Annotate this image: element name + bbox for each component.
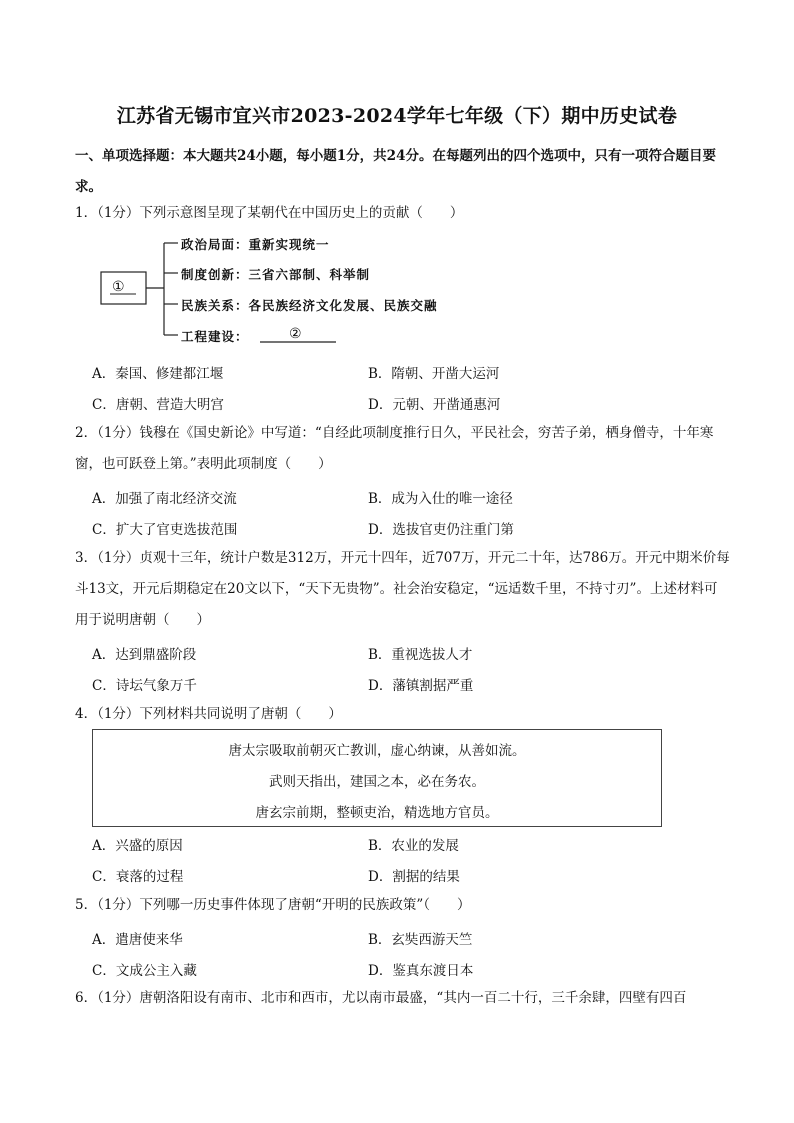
quote-line-3: 唐玄宗前期，整顿吏治，精选地方官员。: [255, 805, 499, 821]
quote-line-2: 武则天指出，建国之本，必在务农。: [269, 774, 485, 790]
question-4-option-a: A．兴盛的原因: [92, 838, 183, 854]
question-2-option-c: C．扩大了官吏选拔范围: [92, 522, 238, 538]
question-4-option-d: D．割据的结果: [368, 869, 460, 885]
question-4-stem: 4．（1分）下列材料共同说明了唐朝（ ）: [75, 706, 342, 722]
question-2-option-d: D．选拔官吏仍注重门第: [368, 522, 514, 538]
question-3-option-c: C．诗坛气象万千: [92, 678, 197, 694]
diagram-branch-politics: 政治局面：重新实现统一: [181, 237, 330, 252]
question-2-option-a: A．加强了南北经济交流: [92, 491, 237, 507]
question-3-option-b: B．重视选拔人才: [368, 647, 473, 663]
question-1-stem: 1．（1分）下列示意图呈现了某朝代在中国历史上的贡献（ ）: [75, 205, 464, 221]
page-title: 江苏省无锡市宜兴市2023-2024学年七年级（下）期中历史试卷: [116, 105, 678, 127]
question-1-option-b: B．隋朝、开凿大运河: [368, 366, 500, 382]
question-1-option-c: C．唐朝、营造大明宫: [92, 397, 224, 413]
question-4-option-b: B．农业的发展: [368, 838, 459, 854]
question-3-stem: 3．（1分）贞观十三年，统计户数是312万，开元十四年，近707万，开元二十年，达786万。开元中期米价每斗13文，开元后期稳定在20文以下，“天下无贵物”。社会治安稳定，“远适数千里，不持寸刃”。上述材料可用于说明唐朝（ ）: [75, 550, 730, 628]
question-5-stem: 5．（1分）下列哪一历史事件体现了唐朝“开明的民族政策”（ ）: [75, 897, 471, 913]
diagram-center-label: ①: [112, 279, 126, 295]
question-4-quote-box: [92, 729, 662, 827]
question-1-diagram: [96, 232, 476, 354]
diagram-branch-institutions: 制度创新：三省六部制、科举制: [181, 267, 371, 282]
question-3-option-d: D．藩镇割据严重: [368, 678, 474, 694]
question-5-option-c: C．文成公主入藏: [92, 963, 197, 979]
quote-line-1: 唐太宗吸取前朝灭亡教训，虚心纳谏，从善如流。: [228, 743, 526, 759]
diagram-blank-label: ②: [289, 326, 303, 342]
question-5-option-b: B．玄奘西游天竺: [368, 932, 473, 948]
question-2-stem: 2．（1分）钱穆在《国史新论》中写道：“自经此项制度推行日久，平民社会，穷苦子弟，栖身僧寺，十年寒窗，也可跃登上第。”表明此项制度（ ）: [75, 425, 714, 472]
question-6-stem: 6．（1分）唐朝洛阳设有南市、北市和西市，尤以南市最盛，“其内一百二十行，三千余肆，四壁有四百: [75, 990, 687, 1006]
diagram-branch-engineering: 工程建设：: [181, 329, 249, 344]
question-5-option-a: A．遣唐使来华: [92, 932, 183, 948]
question-5-option-d: D．鉴真东渡日本: [368, 963, 474, 979]
question-1-option-a: A．秦国、修建都江堰: [92, 366, 224, 382]
diagram-branch-ethnic-relations: 民族关系：各民族经济文化发展、民族交融: [181, 298, 438, 313]
question-3-option-a: A．达到鼎盛阶段: [92, 647, 197, 663]
question-4-option-c: C．衰落的过程: [92, 869, 184, 885]
question-1-option-d: D．元朝、开凿通惠河: [368, 397, 501, 413]
question-2-option-b: B．成为入仕的唯一途径: [368, 491, 513, 507]
section-heading: 一、单项选择题：本大题共24小题，每小题1分，共24分。在每题列出的四个选项中，只有一项符合题目要求。: [75, 148, 716, 195]
